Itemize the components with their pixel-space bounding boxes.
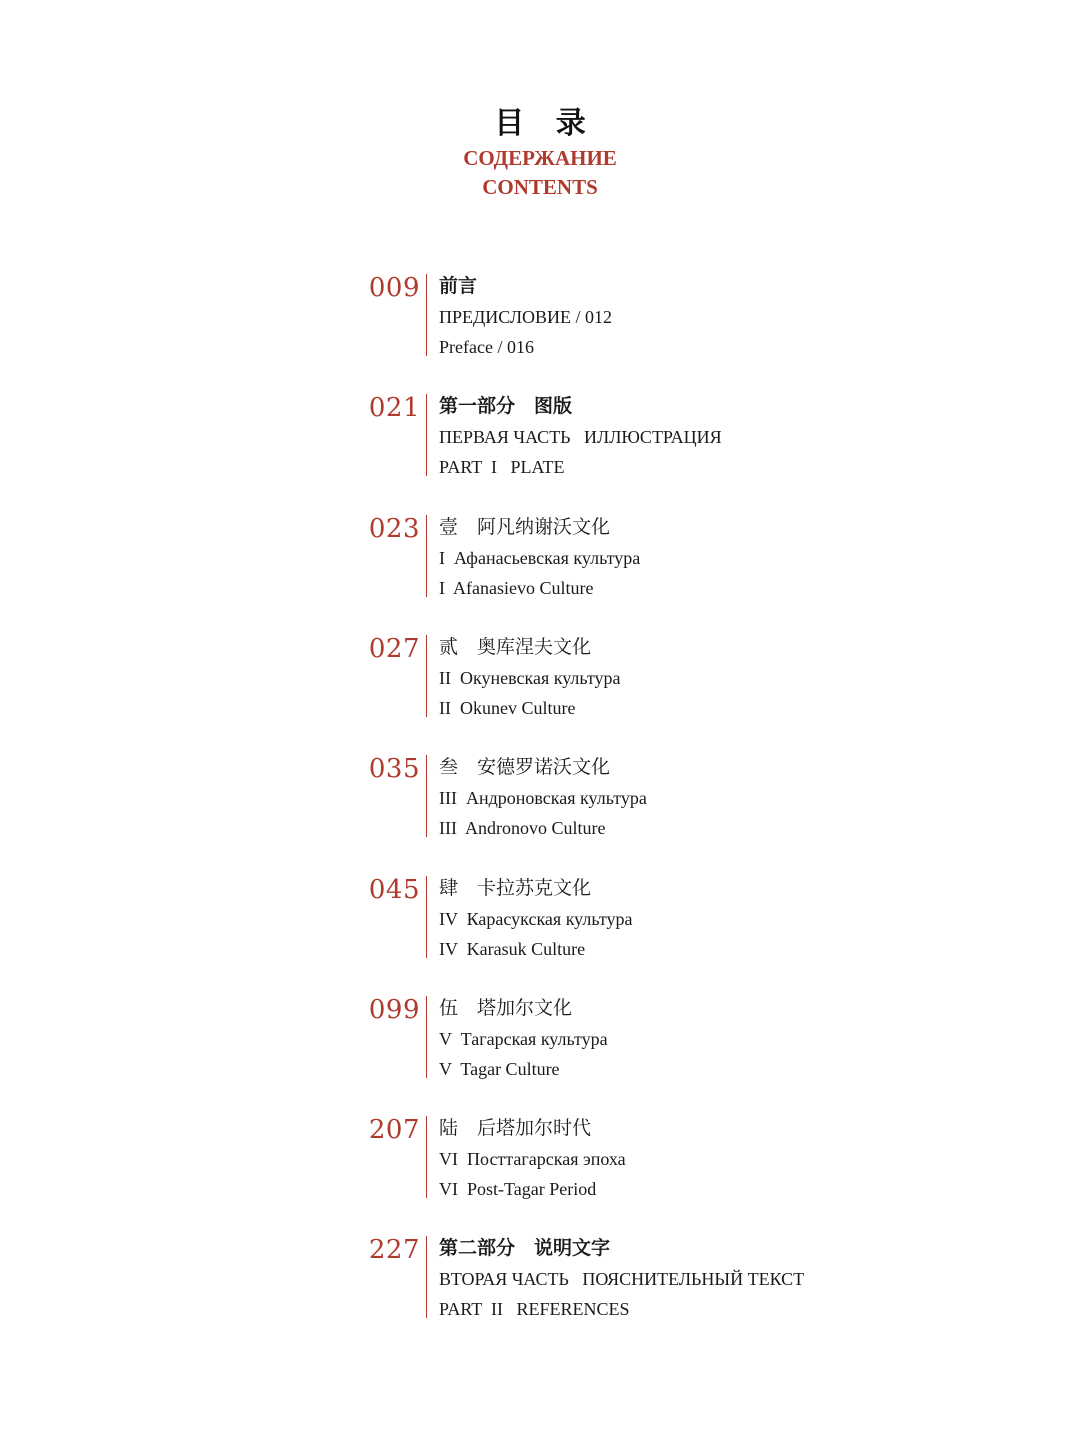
entry-divider — [426, 1236, 427, 1318]
toc-entry[interactable] — [0, 1114, 1080, 1204]
chinese-title: 第二部分 说明文字 — [439, 1238, 611, 1260]
entry-titles — [439, 753, 647, 843]
title-chinese: 目 录 — [494, 107, 598, 140]
russian-title: I Афанасьевская культура — [439, 547, 641, 568]
entry-titles — [439, 1114, 626, 1204]
toc-entry[interactable] — [0, 1234, 1080, 1324]
page-number: 045 — [368, 874, 420, 905]
russian-title: ПРЕДИСЛОВИЕ / 012 — [439, 307, 613, 327]
entry-divider — [426, 876, 427, 958]
toc-entry[interactable] — [0, 513, 1080, 603]
page-number: 027 — [368, 633, 420, 664]
chinese-title: 伍 塔加尔文化 — [439, 997, 573, 1019]
entry-divider — [426, 515, 427, 597]
page-number: 099 — [368, 994, 420, 1025]
entry-divider — [426, 274, 427, 356]
chinese-title: 贰 奥库涅夫文化 — [439, 636, 592, 658]
page-number: 227 — [368, 1235, 420, 1266]
page-number: 009 — [368, 273, 420, 303]
entry-divider — [426, 1116, 427, 1198]
chinese-title: 肆 卡拉苏克文化 — [439, 877, 592, 899]
entry-titles — [439, 392, 722, 482]
russian-title: ПЕРВАЯ ЧАСТЬ ИЛЛЮСТРАЦИЯ — [439, 427, 722, 448]
entry-divider — [426, 755, 427, 837]
russian-title: IV Карасукская культура — [439, 908, 633, 929]
russian-title: VI Посттагарская эпоха — [439, 1149, 626, 1170]
toc-entry[interactable] — [0, 994, 1080, 1084]
english-title: IV Karasuk Culture — [439, 938, 586, 959]
chinese-title: 壹 阿凡纳谢沃文化 — [439, 516, 611, 538]
english-title: III Andronovo Culture — [439, 818, 606, 839]
page-number: 207 — [368, 1115, 420, 1146]
entry-divider — [426, 394, 427, 476]
title-russian: СОДЕРЖАНИЕ — [463, 146, 617, 170]
entry-titles — [439, 513, 640, 603]
russian-title: V Тагарская культура — [439, 1028, 608, 1049]
entry-divider — [426, 996, 427, 1078]
page-number: 035 — [368, 754, 420, 785]
toc-entry[interactable] — [0, 874, 1080, 964]
toc-entry[interactable] — [0, 633, 1080, 723]
page-number: 021 — [368, 393, 420, 424]
english-title: PART I PLATE — [439, 457, 565, 478]
english-title: VI Post-Tagar Period — [439, 1179, 597, 1200]
chinese-title: 叁 安德罗诺沃文化 — [439, 757, 611, 779]
english-title: V Tagar Culture — [439, 1058, 560, 1079]
entry-titles — [439, 633, 621, 723]
entry-titles — [439, 994, 608, 1084]
toc-entry[interactable] — [0, 753, 1080, 843]
page-number: 023 — [368, 513, 420, 544]
english-title: II Okunev Culture — [439, 697, 576, 718]
russian-title: ВТОРАЯ ЧАСТЬ ПОЯСНИТЕЛЬНЫЙ ТЕКСТ — [439, 1269, 805, 1290]
chinese-title: 第一部分 图版 — [439, 396, 573, 418]
entry-divider — [426, 635, 427, 717]
english-title: Preface / 016 — [439, 337, 534, 357]
toc-entry[interactable] — [0, 392, 1080, 482]
chinese-title: 前言 — [439, 276, 478, 297]
russian-title: III Андроновская культура — [439, 788, 647, 809]
toc-header — [0, 104, 1080, 202]
toc-entry[interactable] — [0, 272, 1080, 362]
english-title: PART II REFERENCES — [439, 1299, 630, 1320]
title-english: CONTENTS — [482, 175, 598, 199]
entry-titles — [439, 1234, 804, 1324]
russian-title: II Окуневская культура — [439, 667, 621, 688]
entry-titles — [439, 272, 612, 362]
chinese-title: 陆 后塔加尔时代 — [439, 1118, 592, 1140]
entry-titles — [439, 874, 633, 964]
english-title: I Afanasievo Culture — [439, 577, 594, 598]
